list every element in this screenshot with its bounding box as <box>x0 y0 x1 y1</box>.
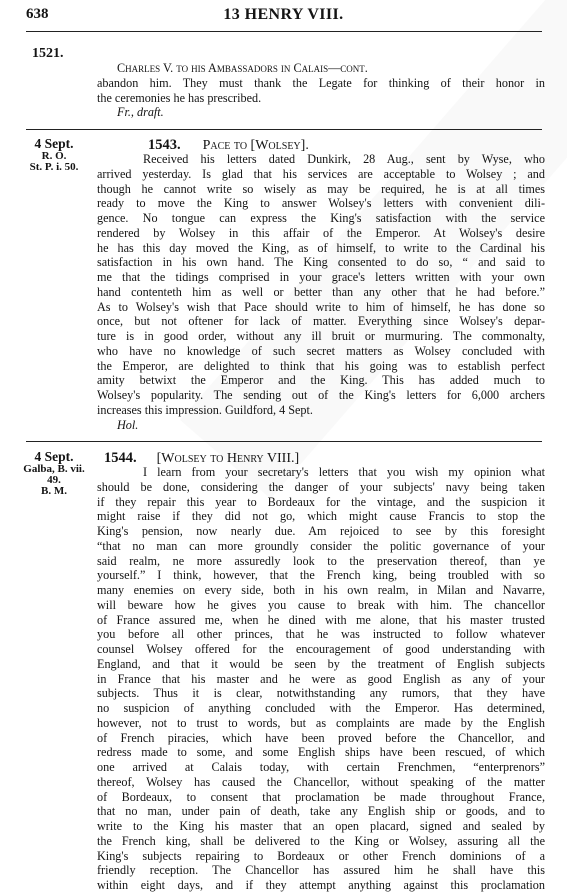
text-line: As to Wolsey's wish that Pace should write to him of himself, he has done so <box>97 299 545 314</box>
text-line: redress made to some, and some English ships have been rescued, of which <box>97 745 545 760</box>
text-line: might raise if they did not go, which might cause Francis to stop the <box>97 509 545 524</box>
text-line: thereof, Wolsey has caused the Chancellor, without speaking of the matter <box>97 774 545 789</box>
entry-body-1543 <box>97 152 545 432</box>
text-line: once, but not oftener for lack of matter. Everything since Wolsey's depar- <box>97 314 545 329</box>
continued-heading: Charles V. to his Ambassadors in Calais—cont. <box>117 61 368 75</box>
text-line: hand contenteth him as well or better than any other that he had before.” <box>97 284 545 299</box>
text-line: gence. No tongue can express the King's satisfaction with the service <box>97 211 545 225</box>
text-line: me that the tidings comprised in your grace's letters written with your own <box>97 270 545 284</box>
text-line: one arrived at Calais today, with certain Frenchmen, “enterprenors” <box>97 760 545 774</box>
section-rule <box>26 441 542 442</box>
text-line: King's subjects repairing to Bordeaux or other French dominions of a <box>97 848 545 863</box>
text-line: of French piracies, which have been proved before the Chancellor, and <box>97 730 545 745</box>
text-line: ture is in good order, without any ill bruit or murmuring. The commonalty, <box>97 329 545 343</box>
margin-1543 <box>18 136 90 173</box>
section-rule <box>26 129 542 130</box>
text-line: of Bordeaux, to consent that proclamation be made throughout France, <box>97 789 545 804</box>
text-line: in France that his master and he were as good English as any of your <box>97 671 545 686</box>
text-line: the Emperor, are delighted to think that his going was to establish perfect <box>97 358 545 373</box>
entry-number: 1544. <box>104 450 137 466</box>
text-line: increases this impression. Guildford, 4 Sept. <box>97 402 313 417</box>
continued-letter <box>97 61 545 120</box>
text-line: arrived yesterday. Is glad that his services are acceptable to Wolsey ; and <box>97 166 545 181</box>
entry-title: Pace to [Wolsey]. <box>202 138 309 153</box>
entry-date: 4 Sept. <box>34 136 74 151</box>
text-line: rendered by Wolsey in this affair of the Emperor. At Wolsey's desire <box>97 225 545 240</box>
source-ref: St. P. i. 50. <box>29 161 79 173</box>
text-line: that no man, under pain of death, take any English ship or goods, and to <box>97 804 545 819</box>
margin-1544 <box>18 449 90 497</box>
source-ref: Galba, B. vii. <box>23 463 85 475</box>
continued-line: abandon him. They must thank the Legate for thinking of their honor in <box>97 75 545 90</box>
entry-date: 4 Sept. <box>34 449 74 464</box>
page-number: 638 <box>26 6 49 22</box>
continued-note: Fr., draft. <box>117 105 164 120</box>
text-line: within eight days, and if they attempt anything against this proclamation <box>97 878 545 892</box>
text-line: however, not to trust to words, but as complaints are made by the English <box>97 715 545 730</box>
source-ref: R. O. <box>41 150 67 162</box>
text-line: of France assured me, when he dined with me alone, that his master trusted <box>97 612 545 627</box>
source-ref: B. M. <box>41 485 67 497</box>
text-line: I learn from your secretary's letters that you wish my opinion what <box>143 465 545 479</box>
text-line: many enemies on every side, both in his own realm, in Milan and Navarre, <box>97 583 545 597</box>
running-title: 13 HENRY VIII. <box>223 6 344 23</box>
text-line: should be done, considering the danger of your subjects' navy being taken <box>97 479 545 494</box>
text-line: no suspicion of anything concluded with the Emperor. Has determined, <box>97 701 545 715</box>
text-line: Received his letters dated Dunkirk, 28 Aug., sent by Wyse, who <box>143 152 545 166</box>
text-line: who have no knowledge of such secret matters as Wolsey concluded with <box>97 343 545 358</box>
continued-line: the ceremonies he has prescribed. <box>97 90 262 105</box>
entry-title: [Wolsey to Henry VIII.] <box>156 451 300 466</box>
entry-number: 1543. <box>148 137 181 153</box>
text-line: counsel Wolsey offered for the encouragement of good understanding with <box>97 642 545 656</box>
entry-body-1544 <box>97 465 545 893</box>
text-line: subjects. Thus it is clear, notwithstanding any rumors, that they have <box>97 686 545 701</box>
entry-note: Hol. <box>117 417 139 432</box>
text-line: ready to move the King to answer Wolsey's letters with convenient dili- <box>97 196 545 211</box>
text-line: Wolsey's popularity. The sending out of the King's letters for 6,000 archers <box>97 388 545 402</box>
text-line: England, and that it would be seen by the treatment of English subjects <box>97 656 545 671</box>
text-line: satisfaction in his own hand. The King consented to do so, “ and said to <box>97 255 545 270</box>
text-line: said realm, ne more assuredly look to the preservation thereof, than ye <box>97 553 545 568</box>
header-rule <box>26 31 542 32</box>
text-line: he has this day moved the King, as of himself, to write to the Cardinal his <box>97 240 545 255</box>
text-line: “that no man can more groundly consider the politic governance of your <box>97 538 545 553</box>
text-line: the French king, shall be delivered to the King or Wolsey, assuring all the <box>97 833 545 848</box>
text-line: though he cannot write so wisely as may be required, he is at all times <box>97 181 545 196</box>
text-line: friendly reception. The Chancellor has assured him he shall have this <box>97 863 545 878</box>
source-ref: 49. <box>47 474 61 486</box>
text-line: write to the King his master that an open placard, signed and sealed by <box>97 819 545 833</box>
text-line: if they repair this year to Bordeaux for the vintage, and the suspicion it <box>97 494 545 509</box>
margin-year: 1521. <box>32 46 64 61</box>
text-line: will beware how he gives you cause to break with him. The chancellor <box>97 597 545 612</box>
text-line: yourself.” I think, however, that the French king, being troubled with so <box>97 568 545 583</box>
text-line: King's pension, now nearly due. Am rejoiced to see by this foresight <box>97 524 545 538</box>
text-line: you before all other princes, that he was instructed to follow whatever <box>97 627 545 642</box>
text-line: amity betwixt the Emperor and the King. This has added much to <box>97 373 545 388</box>
